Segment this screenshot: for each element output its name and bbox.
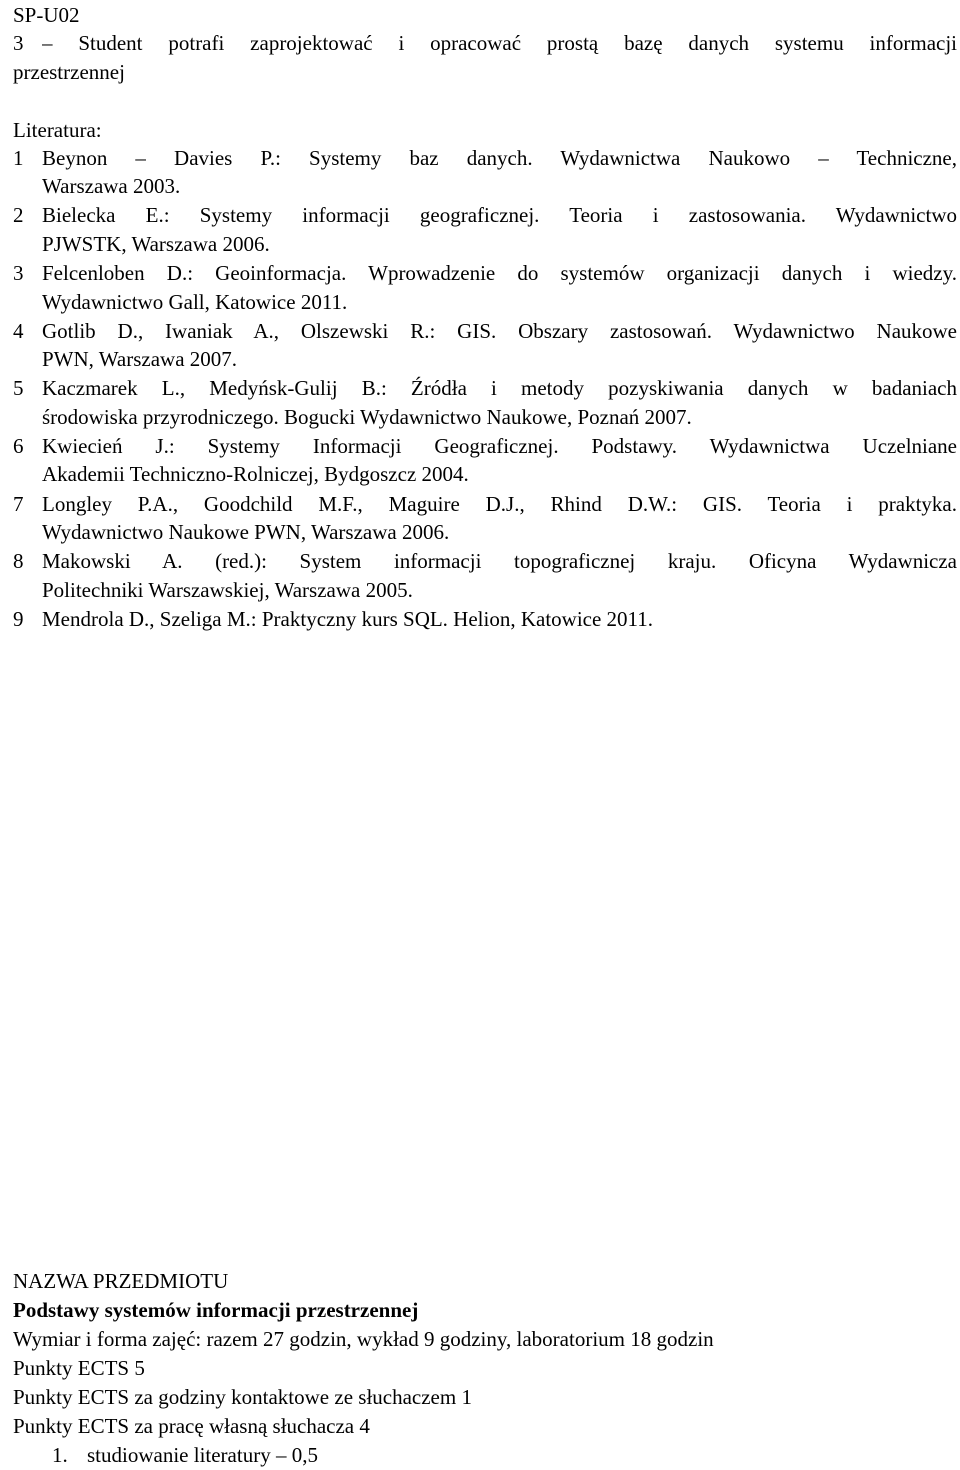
literature-item-line1: Gotlib D., Iwaniak A., Olszewski R.: GIS. Obszary zastosowań. Wydawnictwo Naukowe: [42, 319, 957, 343]
literature-item-number: 9: [13, 607, 24, 631]
literature-item-line2: PWN, Warszawa 2007.: [42, 347, 238, 371]
literature-item-number: 4: [13, 319, 24, 343]
literature-item-line1: Mendrola D., Szeliga M.: Praktyczny kurs SQL. Helion, Katowice 2011.: [42, 607, 654, 631]
self-work-item-number: 1.: [52, 1443, 68, 1467]
literature-item-line1: Beynon – Davies P.: Systemy baz danych. Wydawnictwa Naukowo – Techniczne,: [42, 146, 957, 170]
literature-item-line2: Wydawnictwo Naukowe PWN, Warszawa 2006.: [42, 520, 450, 544]
outcome-text-line1: – Student potrafi zaprojektować i opracować prostą bazę danych systemu informacji: [42, 31, 957, 55]
literature-item-line1: Bielecka E.: Systemy informacji geograficznej. Teoria i zastosowania. Wydawnictwo: [42, 203, 957, 227]
literature-item-line1: Felcenloben D.: Geoinformacja. Wprowadzenie do systemów organizacji danych i wiedzy.: [42, 261, 957, 285]
self-work-item-text: studiowanie literatury – 0,5: [87, 1443, 318, 1467]
outcome-number: 3: [13, 31, 24, 55]
literature-item-line2: PJWSTK, Warszawa 2006.: [42, 232, 270, 256]
literature-item-number: 5: [13, 376, 24, 400]
ects-total: Punkty ECTS 5: [13, 1356, 145, 1380]
outcome-text-line2: przestrzennej: [13, 60, 125, 84]
subject-label: NAZWA PRZEDMIOTU: [13, 1269, 229, 1293]
literature-item-line2: Warszawa 2003.: [42, 174, 181, 198]
literature-heading: Literatura:: [13, 118, 102, 142]
literature-item-line2: Wydawnictwo Gall, Katowice 2011.: [42, 290, 348, 314]
literature-item-line2: Akademii Techniczno-Rolniczej, Bydgoszcz 2004.: [42, 462, 469, 486]
literature-item-number: 2: [13, 203, 24, 227]
literature-item-number: 8: [13, 549, 24, 573]
literature-item-line1: Makowski A. (red.): System informacji topograficznej kraju. Oficyna Wydawnicza: [42, 549, 957, 573]
literature-item-line2: Politechniki Warszawskiej, Warszawa 2005.: [42, 578, 413, 602]
literature-item-number: 3: [13, 261, 24, 285]
literature-item-line1: Longley P.A., Goodchild M.F., Maguire D.J., Rhind D.W.: GIS. Teoria i praktyka.: [42, 492, 957, 516]
literature-item-number: 7: [13, 492, 24, 516]
subject-name: Podstawy systemów informacji przestrzennej: [13, 1298, 419, 1322]
ects-self-work: Punkty ECTS za pracę własną słuchacza 4: [13, 1414, 370, 1438]
course-code: SP-U02: [13, 3, 80, 27]
literature-item-number: 1: [13, 146, 24, 170]
literature-item-number: 6: [13, 434, 24, 458]
ects-contact: Punkty ECTS za godziny kontaktowe ze słuchaczem 1: [13, 1385, 472, 1409]
subject-scope: Wymiar i forma zajęć: razem 27 godzin, wykład 9 godziny, laboratorium 18 godzin: [13, 1327, 714, 1351]
literature-item-line2: środowiska przyrodniczego. Bogucki Wydawnictwo Naukowe, Poznań 2007.: [42, 405, 692, 429]
literature-item-line1: Kaczmarek L., Medyńsk-Gulij B.: Źródła i metody pozyskiwania danych w badaniach: [42, 376, 957, 400]
literature-item-line1: Kwiecień J.: Systemy Informacji Geograficznej. Podstawy. Wydawnictwa Uczelniane: [42, 434, 957, 458]
